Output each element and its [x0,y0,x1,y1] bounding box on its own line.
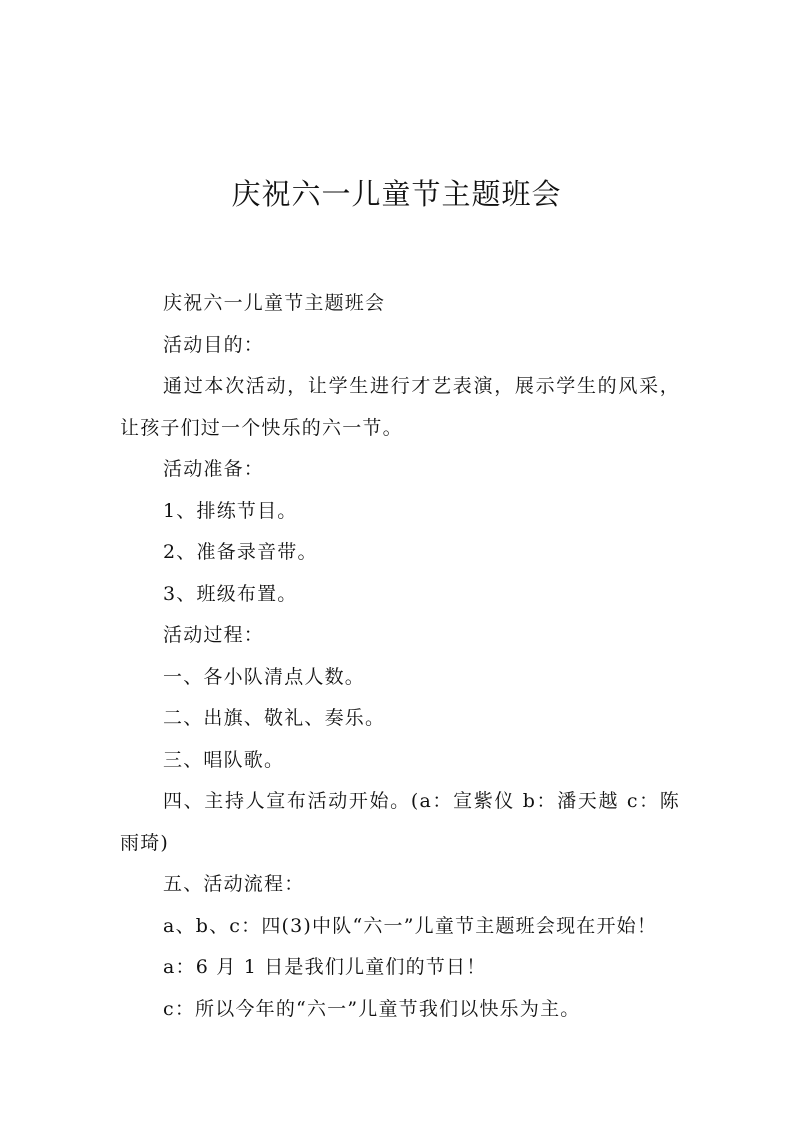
paragraph-flow-line-3: c：所以今年的“六一”儿童节我们以快乐为主。 [163,997,581,1020]
paragraph-process-step-1: 一、各小队清点人数。 [163,665,366,688]
paragraph-prep-item-1: 1、排练节目。 [163,499,298,522]
paragraph-prep-item-2: 2、准备录音带。 [163,541,318,563]
paragraph-flow-line-2: a：6 月 1 日是我们儿童们的节日！ [163,956,487,978]
paragraph-process-step-2: 二、出旗、敬礼、奏乐。 [163,707,386,729]
document-title: 庆祝六一儿童节主题班会 [231,177,562,211]
paragraph-subtitle: 庆祝六一儿童节主题班会 [163,292,386,314]
paragraph-goal-text: 通过本次活动，让学生进行才艺表演，展示学生的风采，让孩子们过一个快乐的六一节。 [120,375,680,439]
paragraph-prep-heading: 活动准备： [163,458,265,480]
paragraph-goal-heading: 活动目的： [163,333,265,356]
paragraph-process-step-3: 三、唱队歌。 [163,748,285,771]
paragraph-prep-item-3: 3、班级布置。 [163,582,298,605]
document-body [120,283,680,1030]
paragraph-process-heading: 活动过程： [163,624,265,646]
paragraph-flow-line-1: a、b、c：四(3)中队“六一”儿童节主题班会现在开始！ [163,914,658,937]
paragraph-flow-heading: 五、活动流程： [163,873,305,895]
paragraph-process-step-4: 四、主持人宣布活动开始。(a：宣紫仪 b：潘天越 c：陈雨琦) [120,790,680,854]
